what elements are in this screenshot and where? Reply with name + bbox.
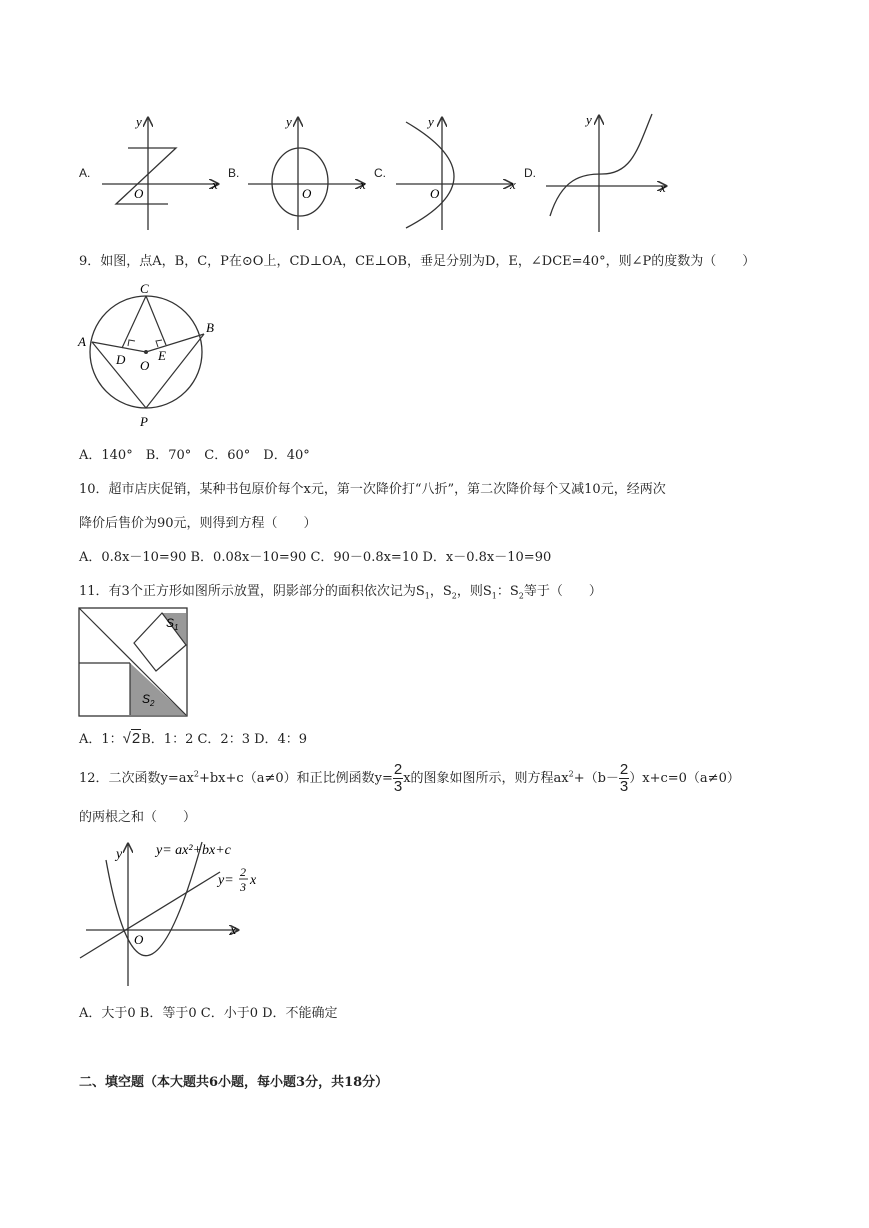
q8-graph-d bbox=[542, 108, 672, 234]
q12-stem-line2: 的两根之和（ ） bbox=[79, 810, 197, 825]
q8a-origin: O bbox=[134, 186, 144, 201]
fraction-2-3b: $\frac{2}{3}$ bbox=[619, 761, 629, 795]
svg-text:2: 2 bbox=[240, 865, 246, 879]
q12-origin: O bbox=[134, 932, 144, 947]
q8-option-a-label: A. bbox=[79, 166, 91, 180]
q11-stem: 11．有3个正方形如图所示放置，阴影部分的面积依次记为$S_1$，$S_2$，则$S_1$：$S_2$等于（ ） bbox=[79, 584, 602, 601]
q9-label-b: B bbox=[206, 320, 214, 335]
q8a-axis-x: x bbox=[212, 177, 218, 192]
svg-text:x: x bbox=[250, 873, 257, 888]
q9-label-p: P bbox=[140, 414, 148, 429]
q8a-axis-y: y bbox=[136, 114, 142, 129]
q8c-axis-x: x bbox=[510, 177, 516, 192]
sqrt-2: √2 bbox=[122, 730, 141, 747]
q11-label-s2: $S_2$ bbox=[142, 692, 155, 708]
q8-graph-a bbox=[96, 112, 226, 234]
q8-option-b-label: B. bbox=[228, 166, 240, 180]
fraction-2-3: $\frac{2}{3}$ bbox=[393, 761, 403, 795]
q8d-axis-y: y bbox=[586, 112, 592, 127]
q9-stem: 9．如图，点A，B，C，P在⊙O上，CD⊥OA，CE⊥OB，垂足分别为D，E，∠DCE=40°，则∠P的度数为（ ） bbox=[79, 254, 756, 269]
q8c-axis-y: y bbox=[428, 114, 434, 129]
q8b-axis-y: y bbox=[286, 114, 292, 129]
q8-graph-b bbox=[244, 112, 374, 234]
q10-options: A．0.8x－10=90 B．0.08x－10=90 C．90－0.8x=10 D．x－0.8x－10=90 bbox=[79, 550, 552, 565]
q12-stem-line1: 12．二次函数$y=ax^2+bx+c(a\ne 0)$和正比例函数y= $\frac{2}{3}$ x的图象如图所示，则方程$ax^2+(b-$ $\frac{2}{3}$ ）x+c=0（a≠0） bbox=[79, 761, 740, 795]
q9-circle-figure bbox=[76, 280, 226, 430]
q8b-origin: O bbox=[302, 186, 312, 201]
q9-label-e: E bbox=[158, 348, 166, 363]
q8c-origin: O bbox=[430, 186, 440, 201]
q8-option-c-label: C. bbox=[374, 166, 386, 180]
q12-graph bbox=[78, 836, 263, 988]
q10-stem-line2: 降价后售价为90元，则得到方程（ ） bbox=[79, 516, 317, 531]
q12-axis-y: y bbox=[116, 847, 123, 862]
q9-label-o: O bbox=[140, 358, 150, 373]
q9-options: A．140° B．70° C．60° D．40° bbox=[79, 448, 310, 463]
q8-graph-c bbox=[392, 112, 522, 234]
q11-squares-figure bbox=[78, 607, 190, 719]
q11-label-s1: $S_1$ bbox=[166, 616, 179, 632]
q12-parabola-label: y= ax²+bx+c bbox=[156, 843, 231, 858]
q9-label-a: A bbox=[78, 334, 86, 349]
q9-label-c: C bbox=[140, 281, 149, 296]
q8d-axis-x: x bbox=[660, 180, 666, 195]
q12-line-label: y= bbox=[218, 873, 234, 888]
q10-stem-line1: 10．超市店庆促销，某种书包原价每个x元，第一次降价打“八折”，第二次降价每个又减10元，经两次 bbox=[79, 482, 666, 497]
q8b-axis-x: x bbox=[360, 177, 366, 192]
q12-axis-x: x bbox=[230, 923, 237, 938]
svg-text:3: 3 bbox=[240, 880, 246, 894]
section2-title: 二、填空题（本大题共6小题，每小题3分，共18分） bbox=[79, 1075, 389, 1090]
q11-options: A．1：√2B．1：2 C．2：3 D．4：9 bbox=[79, 730, 308, 747]
q8-option-d-label: D. bbox=[524, 166, 536, 180]
q12-options: A．大于0 B．等于0 C．小于0 D．不能确定 bbox=[79, 1006, 338, 1021]
q9-label-d: D bbox=[116, 352, 126, 367]
